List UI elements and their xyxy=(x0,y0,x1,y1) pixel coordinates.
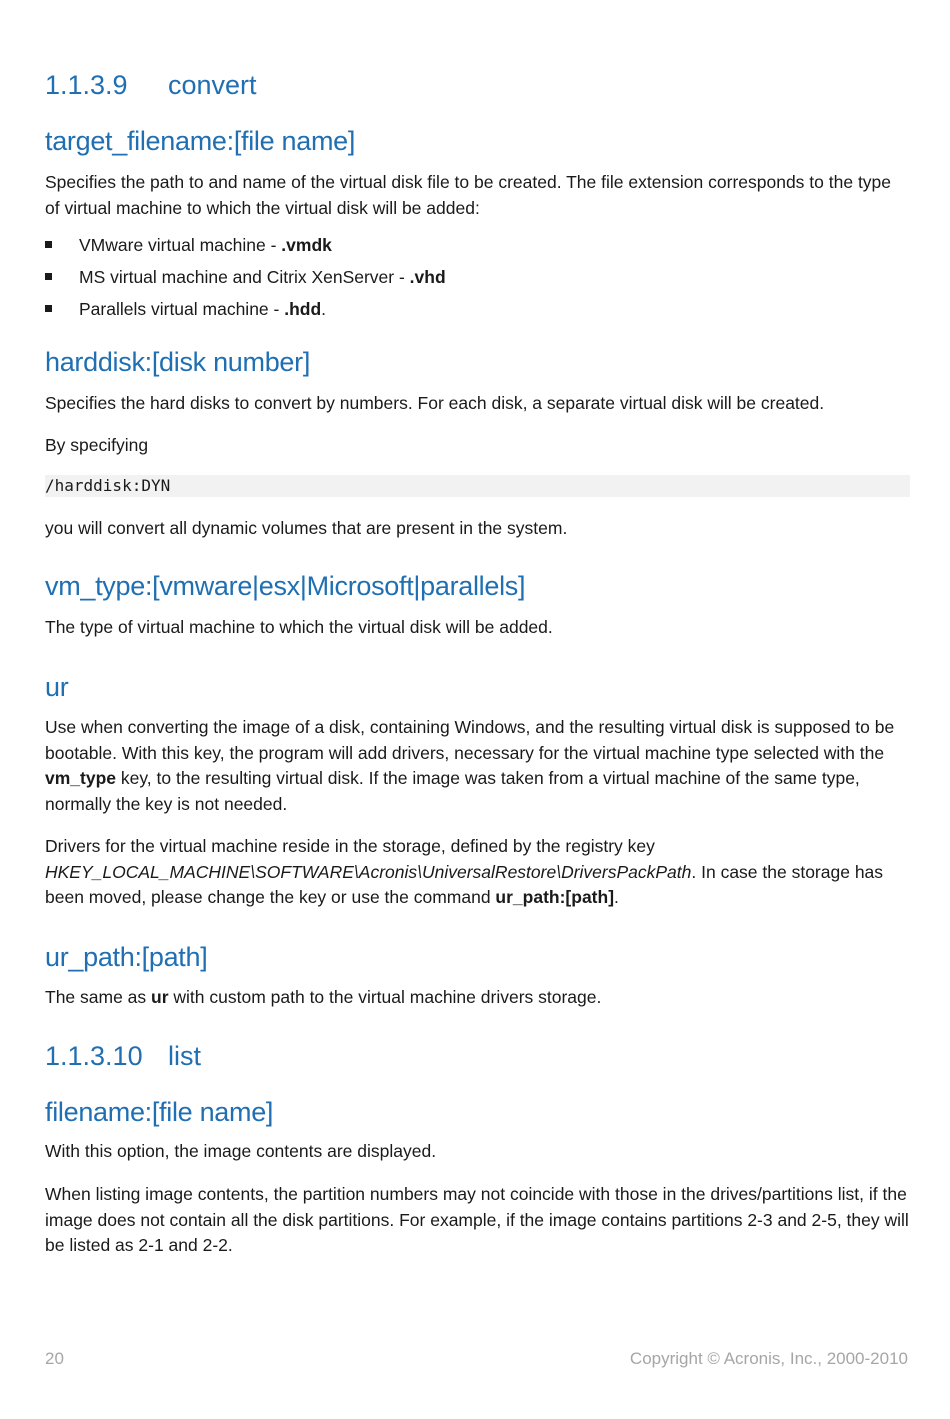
ur-heading: ur xyxy=(45,672,69,702)
ur-paragraph-2: Drivers for the virtual machine reside in the storage, defined by the registry key HKEY_LOCAL_MACHINE\SOFTWARE\Acronis\UniversalRestore\DriversPackPath. In case the storage has been moved, please change the key or use the command ur_path:[path]. xyxy=(45,836,884,907)
section-title: convert xyxy=(168,70,257,100)
harddisk-by-specifying: By specifying xyxy=(45,435,149,455)
section-number: 1.1.3.10 xyxy=(45,1041,143,1071)
bullet-icon xyxy=(45,273,52,280)
harddisk-after-code: you will convert all dynamic volumes that are present in the system. xyxy=(45,518,568,538)
registry-key: HKEY_LOCAL_MACHINE\SOFTWARE\Acronis\UniversalRestore\DriversPackPath xyxy=(45,861,692,882)
code-block: /harddisk:DYN xyxy=(45,475,910,497)
page-number: 20 xyxy=(45,1349,64,1368)
section-title: list xyxy=(168,1041,201,1071)
filename-paragraph-2: When listing image contents, the partition numbers may not coincide with those in the drives/partitions list, if the image does not contain all the disk partitions. For example, if the image contains partitions 2-3 and 2-5, they will be listed as 2-1 and 2-2. xyxy=(45,1184,909,1255)
bullet-icon xyxy=(45,305,52,312)
list-item: VMware virtual machine - .vmdk xyxy=(45,234,332,256)
ur-path-description: The same as ur with custom path to the virtual machine drivers storage. xyxy=(45,987,602,1007)
ur-path-heading: ur_path:[path] xyxy=(45,942,208,972)
harddisk-heading: harddisk:[disk number] xyxy=(45,347,311,377)
harddisk-description: Specifies the hard disks to convert by numbers. For each disk, a separate virtual disk will be created. xyxy=(45,393,825,413)
vm-type-heading: vm_type:[vmware|esx|Microsoft|parallels] xyxy=(45,571,526,601)
list-item: Parallels virtual machine - .hdd. xyxy=(45,298,326,320)
copyright: Copyright © Acronis, Inc., 2000-2010 xyxy=(629,1349,908,1368)
section-heading-convert xyxy=(45,70,257,101)
filename-heading: filename:[file name] xyxy=(45,1097,274,1127)
list-item: MS virtual machine and Citrix XenServer - .vhd xyxy=(45,266,446,288)
target-filename-description: Specifies the path to and name of the virtual disk file to be created. The file extension corresponds to the type of virtual machine to which the virtual disk will be added: xyxy=(45,172,892,218)
section-heading-list xyxy=(45,1041,201,1072)
filename-description: With this option, the image contents are displayed. xyxy=(45,1141,437,1161)
ur-path-command: ur_path:[path] xyxy=(495,887,615,907)
vm-type-description: The type of virtual machine to which the virtual disk will be added. xyxy=(45,617,553,637)
section-number: 1.1.3.9 xyxy=(45,70,128,100)
ur-paragraph-1: Use when converting the image of a disk, containing Windows, and the resulting virtual disk is supposed to be bootable. With this key, the program will add drivers, necessary for the virtual machine type selected with the vm_type key, to the resulting virtual disk. If the image was taken from a virtual machine of the same type, normally the key is not needed. xyxy=(45,717,895,814)
bullet-icon xyxy=(45,241,52,248)
target-filename-heading: target_filename:[file name] xyxy=(45,126,356,156)
